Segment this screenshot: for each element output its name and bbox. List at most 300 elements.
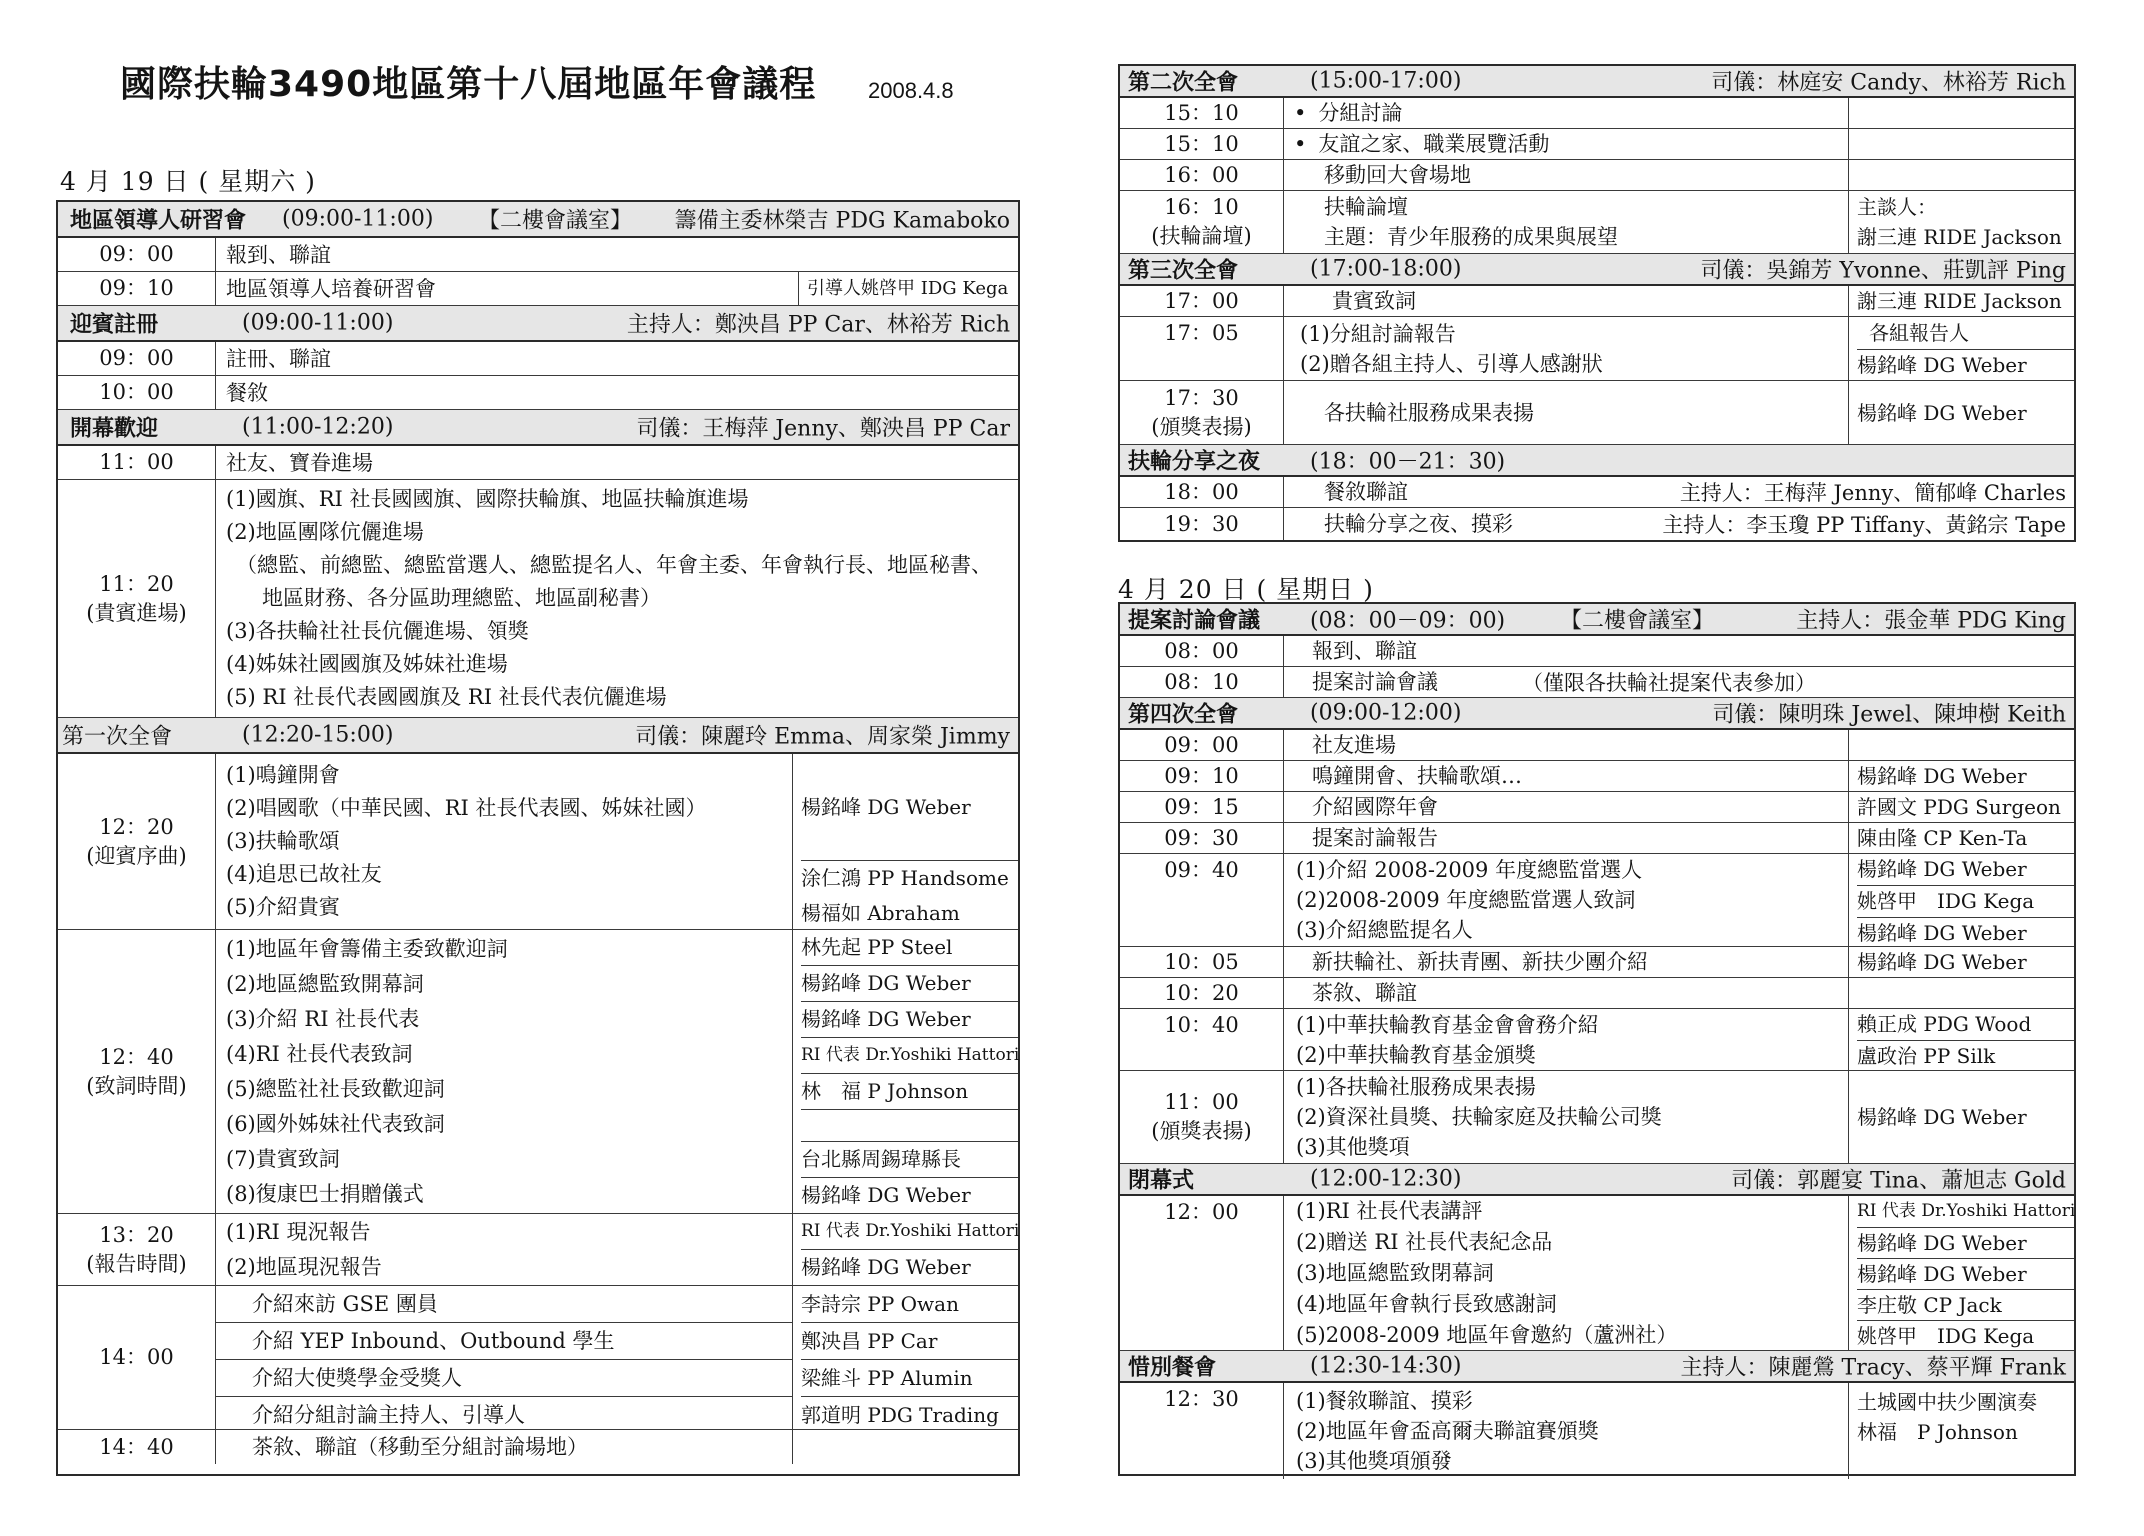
schedule-row	[58, 754, 1018, 930]
time-cell	[1120, 381, 1284, 444]
time-text: 10：00	[99, 380, 174, 404]
activity-line: (4)姊妹社國國旗及姊妹社進場	[226, 652, 508, 676]
person-cell	[1848, 730, 2074, 760]
section-header	[58, 718, 1018, 754]
schedule-row	[1120, 317, 2074, 381]
section-header	[1120, 1351, 2074, 1383]
person-text: 謝三連 RIDE Jackson	[1857, 225, 2062, 249]
activity-text: 鳴鐘開會、扶輪歌頌…	[1312, 764, 1522, 788]
activity-cell	[1284, 761, 1522, 791]
section-room: 【二樓會議室】	[478, 208, 633, 234]
section-host: 司儀：吳錦芳 Yvonne、莊凱評 Ping	[1700, 258, 2066, 284]
time-text: 12：00	[1164, 1200, 1239, 1224]
section-time: (09:00-11:00)	[282, 206, 434, 232]
activity-line: (1)各扶輪社服務成果表揚	[1296, 1075, 1536, 1099]
activity-line: (2)地區年會盃高爾夫聯誼賽頒獎	[1296, 1419, 1599, 1443]
activity-cell	[1284, 1196, 1677, 1350]
section-name: 迎賓註冊	[70, 311, 159, 338]
person-text: 梁維斗 PP Alumin	[801, 1360, 1018, 1397]
time-cell	[58, 342, 216, 375]
activity-text: 移動回大會場地	[1324, 163, 1471, 187]
activity-line: (2)2008-2009 年度總監當選人致詞	[1296, 888, 1636, 912]
person-text: 楊銘峰 DG Weber	[1857, 400, 2027, 425]
time-cell	[1120, 636, 1284, 666]
schedule-row	[1120, 477, 2074, 508]
activity-cell	[216, 754, 707, 929]
section-time: (11:00-12:20)	[242, 414, 394, 440]
activity-text: 報到、聯誼	[1312, 639, 1417, 663]
schedule-row	[1120, 1383, 2074, 1479]
person-cell	[792, 754, 1018, 929]
section-time: (18：00－21：30)	[1310, 449, 1506, 475]
time-cell	[58, 1214, 216, 1285]
time-cell	[1120, 317, 1284, 380]
activity-line: (1)RI 社長代表講評	[1296, 1198, 1483, 1223]
schedule-row	[58, 446, 1018, 480]
time-cell	[1120, 98, 1284, 128]
section-host: 主持人：張金華 PDG King	[1796, 608, 2066, 634]
section-time: (12:20-15:00)	[242, 722, 394, 748]
activity-line: (4)追思已故社友	[226, 862, 382, 886]
activity-cell	[1284, 823, 1438, 853]
person-text: 楊銘峰 DG Weber	[1857, 1259, 2074, 1290]
time-cell	[1120, 286, 1284, 316]
person-text: 台北縣周錫瑋縣長	[801, 1142, 1018, 1178]
activity-cell	[1284, 947, 1648, 977]
time-cell	[1120, 477, 1284, 507]
schedule-row	[58, 1430, 1018, 1464]
section-time: (12:00-12:30)	[1310, 1166, 1462, 1192]
time-text: 18：00	[1164, 479, 1239, 504]
person-text: RI 代表 Dr.Yoshiki Hattori	[801, 1038, 1018, 1074]
time-cell	[1120, 978, 1284, 1008]
person-cell	[1848, 1071, 2074, 1163]
time-text: 09：10	[99, 276, 174, 300]
section-header	[58, 306, 1018, 342]
activity-line: (2)資深社員獎、扶輪家庭及扶輪公司獎	[1296, 1105, 1662, 1129]
person-cell	[1848, 1383, 2074, 1479]
section-host: 籌備主委林榮吉 PDG Kamaboko	[674, 208, 1010, 234]
time-text: 11：00	[1164, 1090, 1239, 1114]
activity-cell	[216, 1214, 382, 1285]
activity-cell	[216, 272, 436, 305]
activity-line: (1)地區年會籌備主委致歡迎詞	[226, 936, 508, 961]
schedule-row	[1120, 823, 2074, 854]
activity-cell	[216, 480, 992, 717]
time-text: 12：20	[99, 814, 174, 839]
activity-cell	[1284, 978, 1417, 1008]
row-host: 主持人：李玉瓊 PP Tiffany、黃銘宗 Tape	[1662, 513, 2066, 537]
section-time: (08：00－09：00)	[1310, 608, 1506, 634]
activity-cell	[1284, 667, 1438, 697]
activity-cell	[216, 376, 268, 409]
activity-text: 提案討論報告	[1312, 826, 1438, 850]
activity-text: 社友進場	[1312, 733, 1396, 757]
person-cell	[1848, 286, 2074, 316]
person-text: 楊銘峰 DG Weber	[801, 1255, 971, 1279]
section-name: 第二次全會	[1128, 69, 1239, 96]
section-header	[1120, 604, 2074, 636]
section-time: (17:00-18:00)	[1310, 256, 1462, 282]
schedule-row	[1120, 667, 2074, 698]
section-host: 主持人：陳麗鶯 Tracy、蔡平輝 Frank	[1680, 1355, 2066, 1381]
person-cell	[1848, 1196, 2074, 1350]
activity-cell	[1284, 1383, 1599, 1479]
schedule-table-apr19-afternoon	[1118, 64, 2076, 542]
time-text: 09：00	[1164, 732, 1239, 757]
activity-cell	[216, 1430, 588, 1464]
activity-line: (5)總監社社長致歡迎詞	[226, 1076, 445, 1101]
activity-cell	[1284, 508, 1513, 540]
schedule-row	[58, 930, 1018, 1214]
person-cell	[1848, 381, 2074, 444]
time-text: 14：00	[99, 1345, 174, 1369]
activity-cell	[216, 1286, 792, 1429]
activity-line: (2)贈送 RI 社長代表紀念品	[1296, 1229, 1553, 1254]
time-subtitle: (扶輪論壇)	[1151, 224, 1252, 248]
person-empty	[801, 1110, 1018, 1142]
activity-text: 地區領導人培養研習會	[226, 276, 436, 301]
schedule-row	[58, 376, 1018, 410]
time-subtitle: (迎賓序曲)	[86, 843, 187, 868]
activity-line: (1)分組討論報告	[1300, 321, 1456, 346]
section-name: 第三次全會	[1128, 257, 1239, 284]
activity-line: (3)其他獎項頒發	[1296, 1449, 1452, 1473]
section-time: (12:30-14:30)	[1310, 1353, 1462, 1379]
person-cell	[1848, 191, 2074, 253]
schedule-row	[1120, 636, 2074, 667]
schedule-row	[1120, 129, 2074, 160]
person-cell	[1848, 317, 2074, 380]
section-time: (15:00-17:00)	[1310, 68, 1462, 94]
time-cell	[1120, 761, 1284, 791]
activity-line: (1)餐敘聯誼、摸彩	[1296, 1389, 1473, 1413]
schedule-table-apr19	[56, 200, 1020, 1476]
activity-cell	[1284, 854, 1642, 946]
person-text: 姚啓甲 IDG Kega	[1857, 886, 2074, 918]
schedule-row	[58, 272, 1018, 306]
time-text: 15：10	[1164, 131, 1239, 156]
time-text: 09：30	[1164, 825, 1239, 850]
activity-line: (6)國外姊妹社代表致詞	[226, 1111, 445, 1136]
time-cell	[1120, 823, 1284, 853]
person-cell	[792, 930, 1018, 1213]
activity-line: (4)RI 社長代表致詞	[226, 1041, 413, 1066]
person-text: 盧政治 PP Silk	[1857, 1044, 1996, 1068]
activity-line: (4)地區年會執行長致感謝詞	[1296, 1291, 1557, 1316]
time-subtitle: (致詞時間)	[86, 1073, 187, 1098]
activity-line: (3)介紹總監提名人	[1296, 918, 1473, 942]
activity-text: 茶敘、聯誼（移動至分組討論場地）	[252, 1435, 588, 1459]
activity-line: (2)中華扶輪教育基金頒獎	[1296, 1042, 1536, 1067]
time-cell	[58, 754, 216, 929]
activity-line: (3)扶輪歌頌	[226, 829, 340, 853]
person-text: 楊銘峰 DG Weber	[1857, 1105, 2027, 1129]
activity-line: 扶輪論壇	[1324, 195, 1408, 219]
activity-text: 註冊、聯誼	[226, 346, 331, 371]
activity-line: (2)地區團隊伉儷進場	[226, 520, 424, 544]
time-cell	[58, 376, 216, 409]
time-text: 15：10	[1164, 100, 1239, 125]
person-text: 林 福 P Johnson	[801, 1074, 1018, 1110]
schedule-row	[1120, 191, 2074, 254]
time-cell	[58, 1286, 216, 1429]
person-text: 楊銘峰 DG Weber	[1857, 1228, 2074, 1259]
section-time: (09:00-11:00)	[242, 310, 394, 336]
section-header	[58, 202, 1018, 238]
activity-line: (2)地區現況報告	[226, 1254, 382, 1279]
activity-cell	[1284, 317, 1603, 380]
activity-line: 介紹 YEP Inbound、Outbound 學生	[216, 1323, 792, 1360]
section-header	[1120, 445, 2074, 477]
activity-line: 介紹來訪 GSE 團員	[216, 1286, 792, 1323]
activity-line: (2)贈各組主持人、引導人感謝狀	[1300, 351, 1603, 376]
time-text: 09：00	[99, 346, 174, 370]
section-host: 司儀：陳明珠 Jewel、陳坤樹 Keith	[1712, 702, 2066, 728]
time-cell	[1120, 1071, 1284, 1163]
time-text: 19：30	[1164, 511, 1239, 536]
person-text: 李庄敬 CP Jack	[1857, 1290, 2074, 1321]
person-text: 楊銘峰 DG Weber	[801, 754, 1018, 861]
schedule-row	[1120, 947, 2074, 978]
activity-line: (1)國旗、RI 社長國國旗、國際扶輪旗、地區扶輪旗進場	[226, 487, 749, 511]
time-text: 12：30	[1164, 1387, 1239, 1411]
activity-cell	[1284, 191, 1618, 253]
time-text: 09：10	[1164, 763, 1239, 788]
person-text: RI 代表 Dr.Yoshiki Hattori	[1857, 1196, 2074, 1228]
person-cell	[1848, 854, 2074, 946]
time-subtitle: (頒獎表揚)	[1151, 1119, 1252, 1143]
time-cell	[1120, 792, 1284, 822]
schedule-row	[1120, 508, 2074, 540]
schedule-row	[58, 480, 1018, 718]
activity-text: 社友、寶眷進場	[226, 450, 373, 475]
activity-cell	[1284, 1009, 1599, 1070]
time-cell	[1120, 947, 1284, 977]
section-header	[1120, 1164, 2074, 1196]
person-cell	[1848, 129, 2074, 159]
document-title: 國際扶輪3490地區第十八屆地區年會議程	[120, 64, 817, 105]
activity-line: (2)地區總監致開幕詞	[226, 971, 424, 996]
person-text: 楊銘峰 DG Weber	[1857, 921, 2027, 945]
person-cell	[792, 1286, 1018, 1429]
section-header	[1120, 66, 2074, 98]
section-time: (09:00-12:00)	[1310, 700, 1462, 726]
schedule-row	[1120, 1009, 2074, 1071]
time-text: 13：20	[99, 1222, 174, 1247]
section-name: 第四次全會	[1128, 701, 1239, 728]
schedule-row	[58, 238, 1018, 272]
activity-cell	[1284, 160, 1471, 190]
time-cell	[58, 1430, 216, 1464]
schedule-row	[58, 1286, 1018, 1430]
section-name: 閉幕式	[1128, 1167, 1195, 1194]
section-header	[58, 410, 1018, 446]
schedule-row	[1120, 978, 2074, 1009]
person-text: 姚啓甲 IDG Kega	[1857, 1324, 2035, 1348]
activity-cell	[1284, 1071, 1662, 1163]
row-note: （僅限各扶輪社提案代表參加）	[1522, 671, 1816, 695]
time-cell	[58, 238, 216, 271]
person-text: 各組報告人	[1857, 317, 2074, 350]
activity-line: (5)介紹貴賓	[226, 895, 340, 919]
person-text: 主談人：	[1857, 195, 1937, 219]
activity-cell	[1284, 636, 1417, 666]
time-cell	[1120, 667, 1284, 697]
time-text: 10：05	[1164, 949, 1239, 974]
time-text: 16：00	[1164, 162, 1239, 187]
activity-text: 新扶輪社、新扶青團、新扶少團介紹	[1312, 950, 1648, 974]
activity-cell	[1284, 477, 1408, 507]
activity-text: • 友誼之家、職業展覽活動	[1294, 129, 1549, 159]
activity-cell	[216, 342, 331, 375]
activity-text: 提案討論會議	[1312, 670, 1438, 694]
person-cell	[1848, 823, 2074, 853]
activity-text: 各扶輪社服務成果表揚	[1324, 400, 1534, 425]
schedule-row	[1120, 98, 2074, 129]
time-cell	[58, 480, 216, 717]
activity-line: （總監、前總監、總監當選人、總監提名人、年會主委、年會執行長、地區秘書、	[236, 553, 992, 577]
section-header	[1120, 254, 2074, 286]
schedule-row	[1120, 286, 2074, 317]
section-name: 第一次全會	[62, 724, 173, 750]
schedule-row	[1120, 792, 2074, 823]
person-text: 鄭泱昌 PP Car	[801, 1323, 1018, 1360]
time-text: 08：00	[1164, 638, 1239, 663]
section-name: 惜別餐會	[1128, 1354, 1217, 1381]
section-host: 司儀：郭麗宴 Tina、蕭旭志 Gold	[1731, 1168, 2066, 1194]
activity-cell	[1284, 792, 1438, 822]
activity-line: (3)介紹 RI 社長代表	[226, 1006, 420, 1031]
activity-cell	[216, 930, 508, 1213]
time-cell	[1120, 160, 1284, 190]
section-header	[1120, 698, 2074, 730]
time-cell	[1120, 508, 1284, 540]
activity-line: 介紹大使獎學金受獎人	[216, 1360, 792, 1397]
activity-line: (3)地區總監致閉幕詞	[1296, 1260, 1494, 1285]
schedule-row	[1120, 381, 2074, 445]
person-cell	[1848, 98, 2074, 128]
time-text: 09：15	[1164, 794, 1239, 819]
schedule-row	[58, 1214, 1018, 1286]
activity-cell	[1284, 381, 1534, 444]
time-cell	[1120, 129, 1284, 159]
activity-line: (3)其他獎項	[1296, 1135, 1410, 1159]
time-cell	[58, 930, 216, 1213]
time-text: 11：20	[99, 571, 174, 596]
person-text: 楊銘峰 DG Weber	[1857, 353, 2027, 377]
activity-line: (3)各扶輪社社長伉儷進場、領獎	[226, 619, 529, 643]
time-text: 17：05	[1164, 321, 1239, 345]
activity-line: (5)2008-2009 地區年會邀約（蘆洲社）	[1296, 1322, 1678, 1347]
time-cell	[1120, 854, 1284, 946]
time-cell	[1120, 1383, 1284, 1479]
time-cell	[1120, 191, 1284, 253]
person-text: 楊銘峰 DG Weber	[1857, 950, 2027, 974]
schedule-row	[1120, 1196, 2074, 1351]
time-text: 17：30	[1164, 385, 1239, 410]
schedule-row	[1120, 854, 2074, 947]
time-text: 14：40	[99, 1434, 174, 1459]
person-text: 楊銘峰 DG Weber	[801, 1002, 1018, 1038]
section-host: 主持人：鄭泱昌 PP Car、林裕芳 Rich	[626, 312, 1010, 338]
time-text: 10：20	[1164, 980, 1239, 1005]
schedule-row	[1120, 1071, 2074, 1164]
time-text: 11：00	[99, 450, 174, 474]
section-host: 司儀：林庭安 Candy、林裕芳 Rich	[1711, 70, 2066, 96]
person-text: 涂仁鴻 PP Handsome	[801, 866, 1009, 890]
person-cell	[792, 1430, 1018, 1464]
time-text: 09：40	[1164, 858, 1239, 882]
time-text: 10：40	[1164, 1013, 1239, 1037]
activity-line: (2)唱國歌（中華民國、RI 社長代表國、姊妹社國）	[226, 796, 707, 820]
schedule-row	[1120, 761, 2074, 792]
person-text: 陳由隆 CP Ken-Ta	[1857, 826, 2028, 850]
time-subtitle: (報告時間)	[86, 1251, 187, 1276]
activity-text: • 分組討論	[1294, 98, 1402, 128]
day-heading-apr19: 4 月 19 日 ( 星期六 )	[60, 167, 316, 196]
person-cell	[1848, 1009, 2074, 1070]
activity-line: (1)介紹 2008-2009 年度總監當選人	[1296, 858, 1643, 882]
time-text: 16：10	[1164, 195, 1239, 219]
person-cell	[798, 272, 1018, 305]
person-text: 土城國中扶少團演奏	[1857, 1390, 2037, 1414]
day-heading-apr20: 4 月 20 日 ( 星期日 )	[1118, 575, 1374, 604]
section-host: 司儀：王梅萍 Jenny、鄭泱昌 PP Car	[636, 416, 1010, 442]
activity-line: 主題：青少年服務的成果與展望	[1324, 225, 1618, 249]
section-name: 提案討論會議	[1128, 607, 1261, 634]
section-room: 【二樓會議室】	[1560, 608, 1715, 634]
activity-cell	[1284, 730, 1396, 760]
person-text: 楊福如 Abraham	[801, 901, 960, 925]
activity-cell	[1284, 129, 1549, 159]
person-cell	[1848, 792, 2074, 822]
activity-line: (5) RI 社長代表國國旗及 RI 社長代表伉儷進場	[226, 685, 667, 709]
section-name: 開幕歡迎	[70, 415, 159, 442]
person-cell	[1848, 978, 2074, 1008]
person-text: 賴正成 PDG Wood	[1857, 1009, 2074, 1041]
person-text: 楊銘峰 DG Weber	[801, 966, 1018, 1002]
person-text: 楊銘峰 DG Weber	[801, 1183, 971, 1207]
person-text: 楊銘峰 DG Weber	[1857, 854, 2074, 886]
activity-line: (1)鳴鐘開會	[226, 763, 340, 787]
time-cell	[1120, 730, 1284, 760]
schedule-row	[1120, 730, 2074, 761]
section-name: 扶輪分享之夜	[1128, 448, 1261, 475]
activity-cell	[216, 238, 331, 271]
schedule-row	[1120, 160, 2074, 191]
schedule-table-apr20	[1118, 602, 2076, 1476]
activity-line: (1)中華扶輪教育基金會會務介紹	[1296, 1012, 1599, 1037]
person-text: RI 代表 Dr.Yoshiki Hattori	[801, 1214, 1018, 1250]
activity-line: 地區財務、各分區助理總監、地區副秘書）	[262, 586, 661, 610]
person-cell	[1848, 160, 2074, 190]
activity-cell	[1284, 286, 1416, 316]
activity-text: 介紹國際年會	[1312, 795, 1438, 819]
activity-cell	[1284, 98, 1402, 128]
time-cell	[58, 272, 216, 305]
activity-cell	[216, 446, 373, 479]
activity-text: 茶敘、聯誼	[1312, 981, 1417, 1005]
time-cell	[1120, 1009, 1284, 1070]
time-text: 17：00	[1164, 288, 1239, 313]
section-host: 司儀：陳麗玲 Emma、周家榮 Jimmy	[635, 724, 1010, 750]
person-text: 引導人姚啓甲 IDG Kega	[807, 277, 1009, 299]
activity-line: 介紹分組討論主持人、引導人	[252, 1403, 525, 1427]
document-date: 2008.4.8	[868, 78, 954, 103]
time-text: 12：40	[99, 1044, 174, 1069]
time-text: 09：00	[99, 242, 174, 266]
